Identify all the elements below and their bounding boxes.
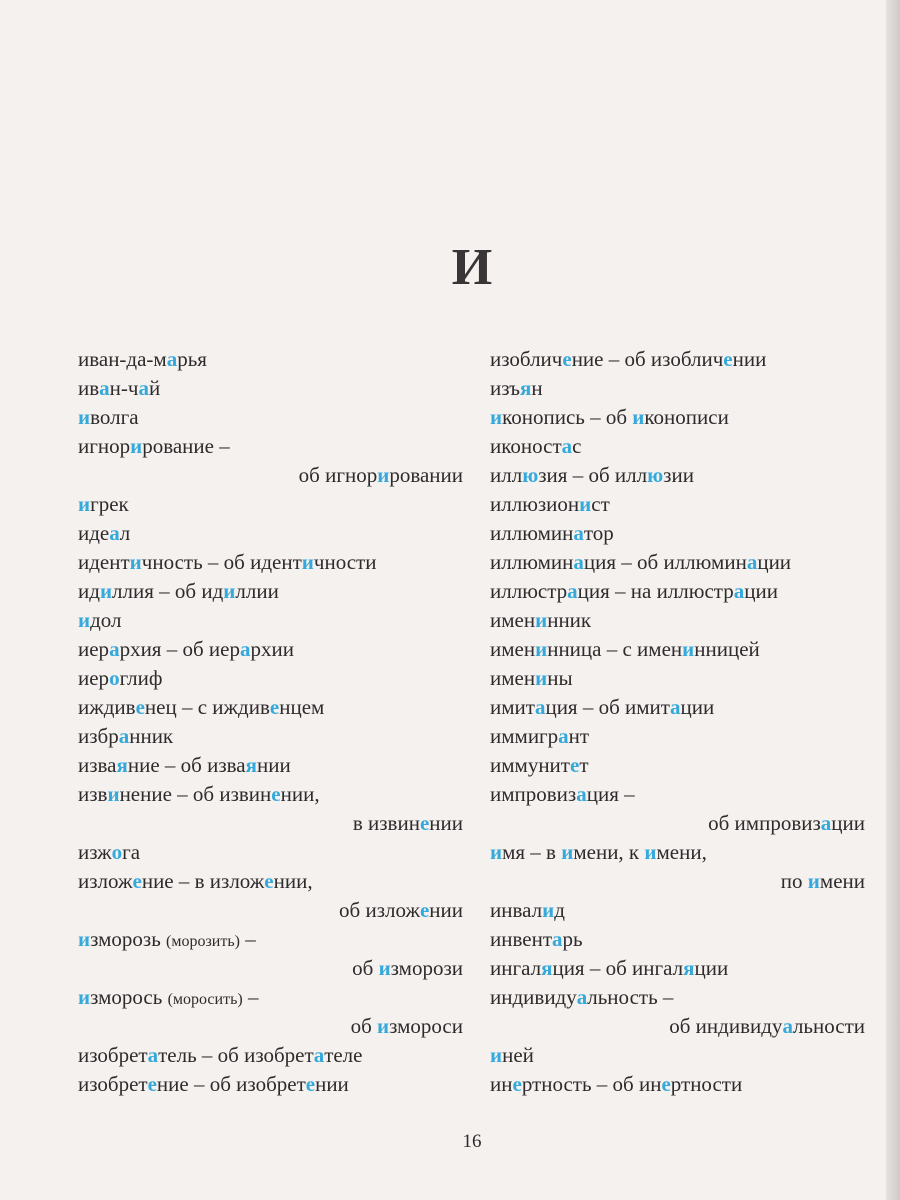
entry-text: ции (694, 956, 729, 980)
dictionary-entry (78, 751, 463, 780)
entry-text: в извин (352, 811, 420, 835)
entry-text: тель – об изобрет (158, 1043, 314, 1067)
entry-text: зии (663, 463, 694, 487)
entry-text: зия – об илл (538, 463, 648, 487)
stressed-letter: а (313, 1043, 325, 1067)
dictionary-entry (78, 606, 463, 635)
stressed-letter: а (573, 521, 584, 545)
entry-text: ция – на иллюстр (577, 579, 734, 603)
entry-text: ция – об иллюмин (583, 550, 747, 574)
dictionary-entry (78, 374, 463, 403)
dictionary-entry (490, 664, 865, 693)
stressed-letter: е (723, 347, 733, 371)
entry-text: изва (78, 753, 117, 777)
dictionary-entry (490, 1070, 865, 1099)
dictionary-entry (78, 519, 463, 548)
entry-text: н-ч (109, 376, 139, 400)
stressed-letter: и (535, 637, 548, 661)
entry-text: об импровиз (708, 811, 821, 835)
stressed-letter: ю (522, 463, 539, 487)
stressed-letter: и (78, 405, 91, 429)
stressed-letter: а (573, 550, 584, 574)
entry-continuation (490, 1012, 865, 1041)
stressed-letter: и (78, 927, 91, 951)
entry-text: нии (429, 898, 463, 922)
entry-text: нии (732, 347, 767, 371)
stressed-letter: и (78, 608, 91, 632)
entry-text: имен (490, 608, 536, 632)
stressed-letter: и (535, 666, 548, 690)
entry-text: имит (490, 695, 535, 719)
stressed-letter: е (419, 898, 430, 922)
entry-text: ции (757, 550, 792, 574)
entry-text: ции (744, 579, 778, 603)
stressed-letter: е (132, 869, 142, 893)
stressed-letter: и (644, 840, 657, 864)
entry-text: рь (562, 927, 583, 951)
entry-text: га (122, 840, 141, 864)
entry-text: об индивиду (669, 1014, 783, 1038)
stressed-letter: и (99, 579, 113, 603)
entry-continuation (78, 896, 463, 925)
entry-text: по (780, 869, 808, 893)
entry-text: иллюмин (490, 521, 574, 545)
entry-text: иван-да-м (78, 347, 167, 371)
dictionary-entry (78, 490, 463, 519)
dictionary-entry (78, 1070, 463, 1099)
entry-text: ровании (389, 463, 463, 487)
dictionary-entry (78, 722, 463, 751)
stressed-letter: и (542, 898, 555, 922)
entry-text: иммигр (490, 724, 559, 748)
stressed-letter: и (129, 550, 142, 574)
dictionary-entry (78, 432, 463, 461)
stressed-letter: е (305, 1072, 316, 1096)
entry-text: изъ (490, 376, 521, 400)
entry-text: об (350, 1014, 378, 1038)
entry-text: нцем (279, 695, 325, 719)
entry-text: иер (78, 666, 110, 690)
entry-text: ртность – об ин (521, 1072, 662, 1096)
dictionary-entry (490, 722, 865, 751)
stressed-letter: и (78, 492, 91, 516)
dictionary-entry (490, 461, 865, 490)
entry-text: нии, (280, 782, 320, 806)
dictionary-entry (78, 635, 463, 664)
entry-text: дол (90, 608, 122, 632)
entry-text: д (554, 898, 565, 922)
entry-text: об игнор (298, 463, 378, 487)
stressed-letter: и (490, 840, 503, 864)
entry-text: ллии (235, 579, 279, 603)
entry-text: нницей (694, 637, 760, 661)
entry-text: имен (490, 637, 536, 661)
entry-continuation (78, 1012, 463, 1041)
dictionary-entry (78, 780, 463, 809)
entry-text: волга (90, 405, 139, 429)
entry-text: индивиду (490, 985, 577, 1009)
entry-text: об излож (339, 898, 420, 922)
entry-text: зморози (390, 956, 463, 980)
dictionary-entry (490, 606, 865, 635)
stressed-letter: а (99, 376, 110, 400)
stressed-letter: а (746, 550, 758, 574)
dictionary-entry (490, 548, 865, 577)
stressed-letter: а (118, 724, 130, 748)
stressed-letter: а (782, 1014, 793, 1038)
stressed-letter: е (569, 753, 580, 777)
entry-text: ив (78, 376, 100, 400)
right-column (490, 345, 865, 1099)
dictionary-entry (490, 838, 865, 867)
page-edge (886, 0, 900, 1200)
dictionary-entry (490, 983, 865, 1012)
entry-text: изобрет (78, 1043, 148, 1067)
stressed-letter: и (561, 840, 574, 864)
entry-text: льность – (587, 985, 674, 1009)
entry-continuation (78, 954, 463, 983)
entry-text: илл (490, 463, 523, 487)
entry-text: ст (591, 492, 610, 516)
entry-text: ингал (490, 956, 542, 980)
dictionary-entry (490, 577, 865, 606)
dictionary-entry (490, 896, 865, 925)
dictionary-entry (490, 432, 865, 461)
stressed-letter: и (579, 492, 592, 516)
entry-text: нт (568, 724, 590, 748)
entry-text: ид (78, 579, 100, 603)
dictionary-entry (78, 925, 463, 954)
stressed-letter: и (107, 782, 120, 806)
stressed-letter: и (378, 956, 391, 980)
entry-text: змороси (389, 1014, 463, 1038)
entry-text: изж (78, 840, 112, 864)
entry-text: об (352, 956, 379, 980)
stressed-letter: а (558, 724, 569, 748)
dictionary-entry (490, 1041, 865, 1070)
entry-text: нии (429, 811, 463, 835)
entry-text: иллюмин (490, 550, 574, 574)
entry-text: нник (129, 724, 174, 748)
stressed-letter: а (239, 637, 251, 661)
dictionary-entry (78, 1041, 463, 1070)
dictionary-entry (490, 635, 865, 664)
entry-text: мя – в (502, 840, 562, 864)
entry-text: ции (680, 695, 715, 719)
dictionary-entry (78, 664, 463, 693)
stressed-letter: е (562, 347, 572, 371)
usage-note: (моросить) (167, 991, 243, 1008)
stressed-letter: и (632, 405, 645, 429)
stressed-letter: а (109, 637, 120, 661)
entry-text: н (531, 376, 543, 400)
stressed-letter: а (147, 1043, 159, 1067)
entry-text: мени, к (573, 840, 645, 864)
stressed-letter: а (576, 782, 587, 806)
stressed-letter: е (269, 695, 280, 719)
dictionary-entry (490, 925, 865, 954)
stressed-letter: а (567, 579, 578, 603)
entry-text: идент (78, 550, 130, 574)
stressed-letter: а (733, 579, 745, 603)
entry-text: ртности (670, 1072, 743, 1096)
stressed-letter: а (552, 927, 563, 951)
entry-text: тор (583, 521, 614, 545)
entry-text: зморозь (90, 927, 167, 951)
stressed-letter: а (820, 811, 832, 835)
stressed-letter: и (682, 637, 695, 661)
stressed-letter: и (377, 463, 390, 487)
entry-text: глиф (119, 666, 163, 690)
stressed-letter: и (490, 405, 503, 429)
entry-text: – (242, 985, 259, 1009)
stressed-letter: а (534, 695, 546, 719)
stressed-letter: ю (647, 463, 664, 487)
stressed-letter: о (109, 666, 120, 690)
stressed-letter: е (271, 782, 281, 806)
dictionary-entry (490, 345, 865, 374)
entry-text: ние – об изобрет (156, 1072, 306, 1096)
stressed-letter: е (135, 695, 145, 719)
entry-text: нии (256, 753, 291, 777)
entry-text: чности (313, 550, 377, 574)
entry-text: зморось (90, 985, 168, 1009)
stressed-letter: е (264, 869, 274, 893)
entry-text: мени, (656, 840, 707, 864)
page-number: 16 (462, 1131, 482, 1152)
dictionary-entry (78, 867, 463, 896)
dictionary-entry (78, 345, 463, 374)
entry-text: ции (831, 811, 865, 835)
entry-continuation (78, 809, 463, 838)
entry-text: рья (177, 347, 207, 371)
entry-text: иллюзион (490, 492, 580, 516)
entry-text: нение – об извин (119, 782, 272, 806)
stressed-letter: е (661, 1072, 671, 1096)
entry-text: – (239, 927, 256, 951)
entry-text: мени (819, 869, 865, 893)
entry-text: нии (315, 1072, 349, 1096)
entry-text: т (579, 753, 589, 777)
entry-text: импровиз (490, 782, 577, 806)
stressed-letter: и (223, 579, 236, 603)
dictionary-entry (78, 838, 463, 867)
entry-text: рхия – об иер (119, 637, 240, 661)
stressed-letter: е (512, 1072, 522, 1096)
dictionary-entry (490, 693, 865, 722)
dictionary-entry (78, 577, 463, 606)
dictionary-entry (490, 751, 865, 780)
stressed-letter: а (576, 985, 588, 1009)
entry-text: теле (324, 1043, 363, 1067)
entry-text: иер (78, 637, 110, 661)
dictionary-entry (490, 519, 865, 548)
dictionary-entry (490, 954, 865, 983)
entry-text: избр (78, 724, 119, 748)
entry-text: ней (502, 1043, 534, 1067)
stressed-letter: е (419, 811, 430, 835)
entry-text: ние – в излож (141, 869, 265, 893)
stressed-letter: а (109, 521, 120, 545)
entry-text: иде (78, 521, 110, 545)
entry-text: ние – об изва (127, 753, 246, 777)
entry-text: изоблич (490, 347, 563, 371)
entry-text: иконост (490, 434, 562, 458)
entry-text: ны (547, 666, 573, 690)
stressed-letter: и (377, 1014, 390, 1038)
stressed-letter: а (561, 434, 573, 458)
stressed-letter: и (535, 608, 548, 632)
entry-text: ин (490, 1072, 513, 1096)
entry-text: иммунит (490, 753, 570, 777)
dictionary-entry (78, 403, 463, 432)
entry-text: иждив (78, 695, 136, 719)
entry-text: излож (78, 869, 133, 893)
entry-text: конописи (644, 405, 729, 429)
entry-text: ллия – об ид (112, 579, 224, 603)
entry-text: ция – (586, 782, 635, 806)
stressed-letter: о (111, 840, 123, 864)
entry-text: инвент (490, 927, 553, 951)
entry-text: инвал (490, 898, 543, 922)
dictionary-entry (490, 374, 865, 403)
entry-text: рхии (250, 637, 294, 661)
entry-text: грек (90, 492, 129, 516)
dictionary-entry (490, 780, 865, 809)
stressed-letter: я (520, 376, 532, 400)
entry-text: нница – с имен (547, 637, 683, 661)
entry-text: имен (490, 666, 536, 690)
dictionary-entry (78, 548, 463, 577)
stressed-letter: я (245, 753, 257, 777)
usage-note: (морозить) (166, 933, 240, 950)
entry-continuation (490, 809, 865, 838)
entry-text: ция – об ингал (552, 956, 684, 980)
dictionary-entry (490, 490, 865, 519)
stressed-letter: и (807, 869, 820, 893)
entry-text: льности (792, 1014, 865, 1038)
stressed-letter: а (166, 347, 178, 371)
section-letter: И (451, 239, 493, 296)
left-column (78, 345, 463, 1099)
stressed-letter: и (130, 434, 143, 458)
dictionary-entry (490, 403, 865, 432)
entry-text: изв (78, 782, 108, 806)
entry-text: нец – с иждив (144, 695, 270, 719)
entry-text: изобрет (78, 1072, 148, 1096)
entry-text: ние – об изоблич (571, 347, 724, 371)
entry-text: рование – (142, 434, 230, 458)
entry-text: нник (547, 608, 592, 632)
stressed-letter: я (116, 753, 128, 777)
stressed-letter: а (669, 695, 681, 719)
stressed-letter: и (490, 1043, 503, 1067)
entry-text: нии, (273, 869, 313, 893)
dictionary-entry (78, 983, 463, 1012)
stressed-letter: е (147, 1072, 157, 1096)
entry-continuation (490, 867, 865, 896)
entry-text: ция – об имит (545, 695, 670, 719)
entry-text: й (148, 376, 161, 400)
stressed-letter: и (78, 985, 91, 1009)
entry-text: чность – об идент (141, 550, 302, 574)
stressed-letter: и (301, 550, 314, 574)
entry-continuation (78, 461, 463, 490)
entry-text: игнор (78, 434, 131, 458)
stressed-letter: а (138, 376, 149, 400)
dictionary-entry (78, 693, 463, 722)
entry-text: с (572, 434, 582, 458)
entry-text: л (119, 521, 131, 545)
stressed-letter: я (683, 956, 695, 980)
stressed-letter: я (541, 956, 553, 980)
entry-text: иллюстр (490, 579, 568, 603)
entry-text: конопись – об (502, 405, 633, 429)
